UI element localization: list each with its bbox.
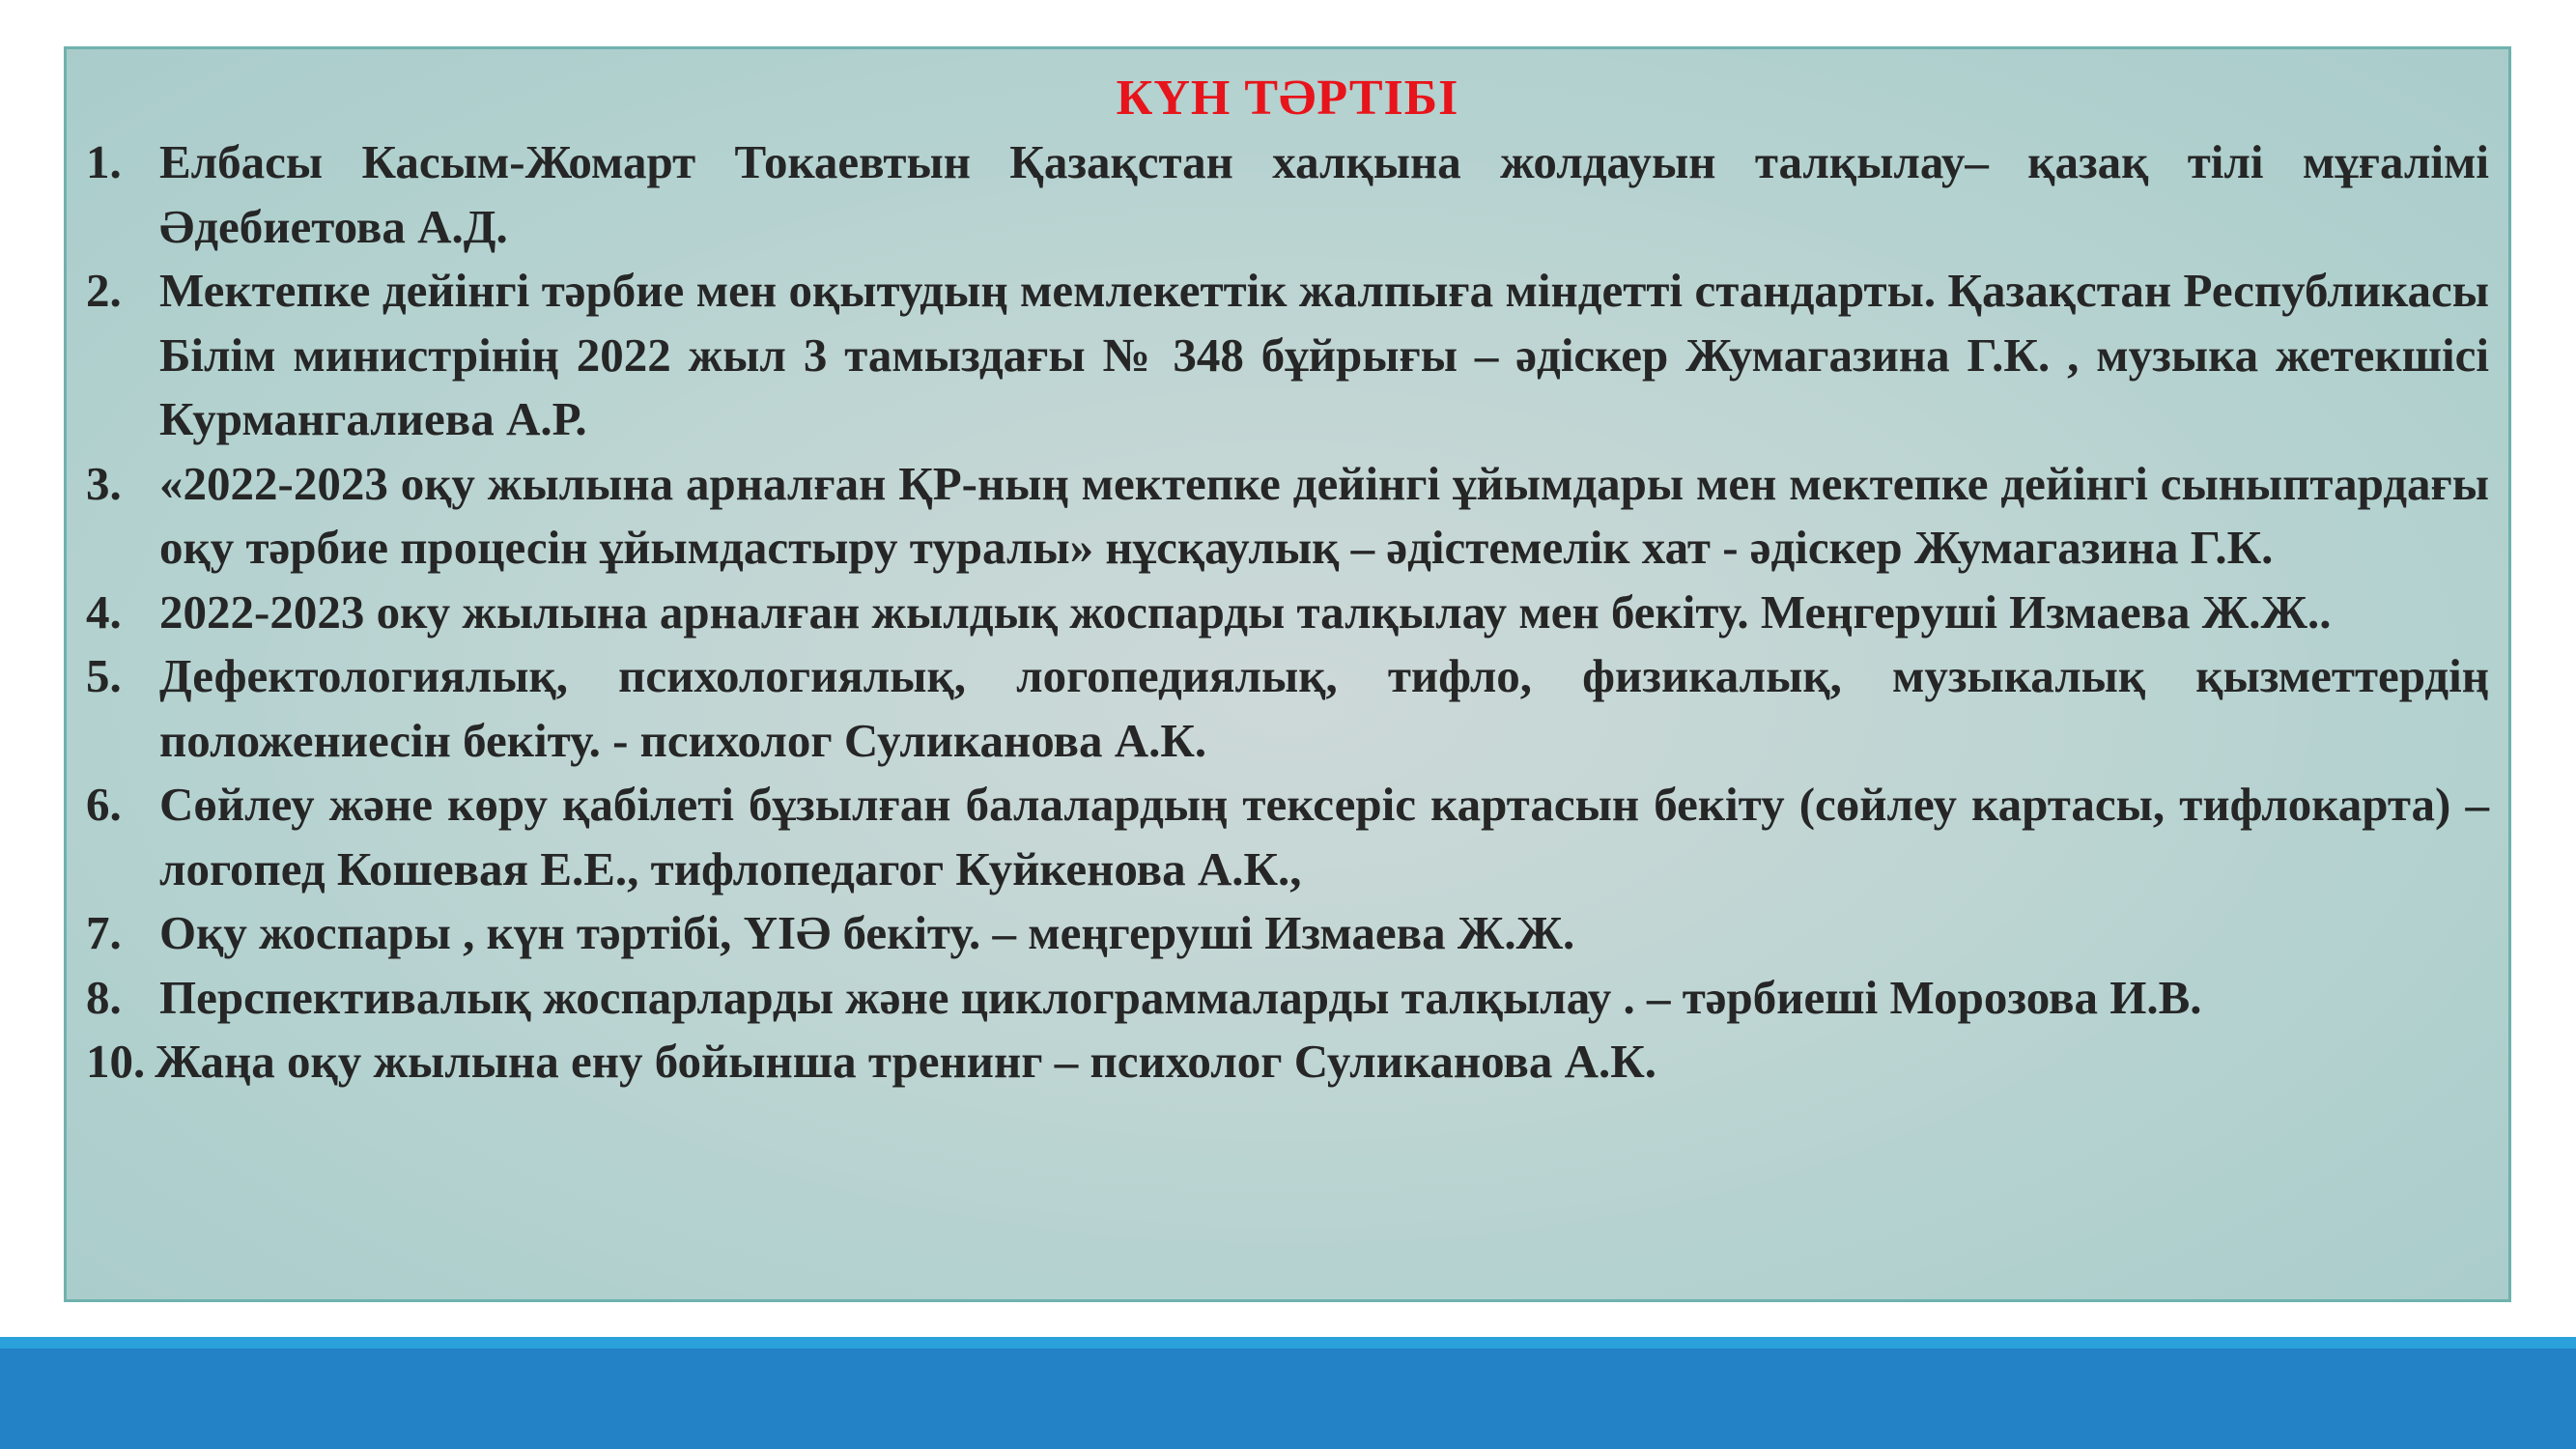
item-text: Елбасы Касым-Жомарт Токаевтын Қазақстан халқына жолдауын талқылау– қазақ тілі мұғалімі Әдебиетова А.Д. (159, 135, 2489, 253)
item-number: 4. (86, 584, 122, 639)
agenda-item-1 (86, 130, 2489, 259)
footer-bar (0, 1349, 2576, 1449)
item-number: 5. (86, 649, 122, 702)
agenda-item-6 (86, 773, 2489, 901)
agenda-list (86, 130, 2489, 1094)
agenda-item-5 (86, 644, 2489, 773)
item-text: 2022-2023 оку жылына арналған жылдық жоспарды талқылау мен бекіту. Меңгеруші Измаева Ж.Ж.. (159, 584, 2332, 639)
agenda-item-8 (86, 966, 2489, 1031)
item-text: Дефектологиялық, психологиялық, логопедиялық, тифло, физикалық, музыкалық қызметтердің положениесін бекіту. - психолог Суликанова А.К. (159, 649, 2489, 767)
item-text: Оқу жоспары , күн тәртібі, ҮІӘ бекіту. – меңгеруші Измаева Ж.Ж. (159, 906, 1575, 959)
item-number: 7. (86, 906, 122, 959)
item-number: 1. (86, 135, 122, 188)
agenda-item-2 (86, 259, 2489, 452)
agenda-box (64, 46, 2511, 1302)
footer-accent-line (0, 1337, 2576, 1349)
item-text: Мектепке дейінгі тәрбие мен оқытудың мемлекеттік жалпыға міндетті стандарты. Қазақстан Республикасы Білім министрінің 2022 жыл 3 тамыздағы № 348 бұйрығы – әдіскер Жумагазина Г.К. , музыка жетекшісі Курмангалиева А.Р. (159, 264, 2489, 445)
item-text: Жаңа оқу жылына ену бойынша тренинг – психолог Суликанова А.К. (155, 1035, 1656, 1088)
item-text: «2022-2023 оқу жылына арналған ҚР-ның мектепке дейінгі ұйымдары мен мектепке дейінгі сыныптардағы оқу тәрбие процесін ұйымдастыру туралы» нұсқаулық – әдістемелік хат - әдіскер Жумагазина Г.К. (159, 456, 2489, 574)
agenda-item-4 (86, 581, 2489, 645)
item-text: Сөйлеу және көру қабілеті бұзылған балалардың тексеріс картасын бекіту (сөйлеу картасы, тифлокарта) – логопед Кошевая Е.Е., тифлопедагог Куйкенова А.К., (159, 778, 2489, 895)
item-number: 3. (86, 456, 122, 510)
item-number: 6. (86, 778, 122, 831)
item-number: 10. (86, 1035, 146, 1088)
item-text: Перспективалық жоспарларды және циклограммаларды талқылау . – тәрбиеші Морозова И.В. (159, 970, 2202, 1024)
agenda-item-3 (86, 452, 2489, 581)
agenda-item-7 (86, 901, 2489, 966)
item-number: 2. (86, 264, 122, 317)
agenda-title: КҮН ТӘРТІБІ (1116, 71, 1459, 126)
item-number: 8. (86, 970, 122, 1024)
agenda-item-10 (86, 1030, 2489, 1094)
